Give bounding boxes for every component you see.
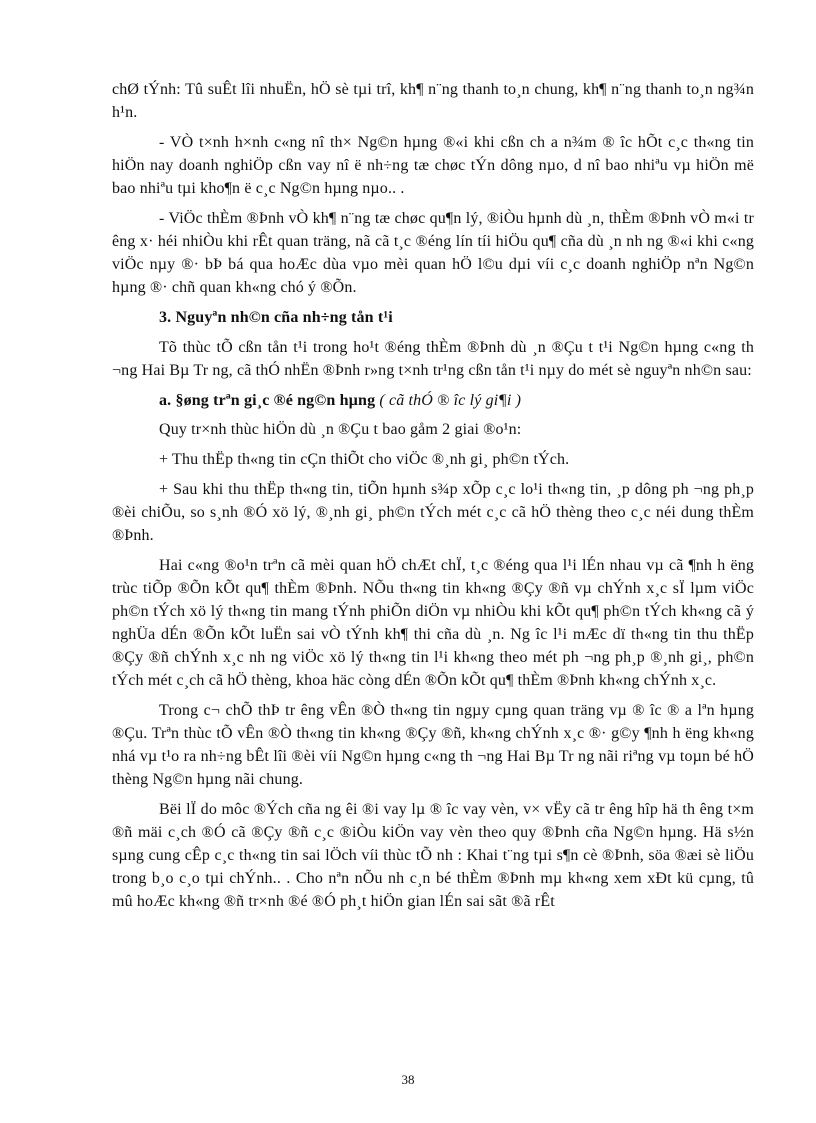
subsection-heading [112, 389, 754, 412]
page-number: 38 [401, 1072, 415, 1087]
paragraph: + Thu thËp th«ng tin cÇn thiÕt cho viÖc ®¸nh gi¸ ph©n tÝch. [159, 451, 570, 468]
subsection-label: a. §øng trªn gi¸c ®é ng©n hµng [159, 392, 376, 409]
paragraph: + Sau khi thu thËp th«ng tin, tiÕn hµnh s¾p xÕp c¸c lo¹i th«ng tin, ¸p dông ph ¬ng ph¸p ®èi chiÕu, so s¸nh ®Ó xö lý, ®¸nh gi¸ ph©n tÝch mét c¸c cã hÖ thèng theo c¸c néi dung thÈm ®Þnh. [112, 481, 754, 544]
paragraph: chØ tÝnh: Tû suÊt lîi nhuËn, hÖ sè tµi trî, kh¶ n¨ng thanh to¸n chung, kh¶ n¨ng thanh to¸n ng¾n h¹n. [112, 81, 754, 121]
section-heading: 3. Nguyªn nh©n cña nh÷ng tån t¹i [159, 309, 393, 326]
document-body [112, 78, 754, 920]
paragraph: - VÒ t×nh h×nh c«ng nî th× Ng©n hµng ®«i khi cßn ch a n¾m ® îc hÕt c¸c th«ng tin hiÖn nay doanh nghiÖp cßn vay nî ë nh÷ng tæ chøc tÝn dông nµo, d nî bao nhiªu vµ hiÖn më bao nhiªu tµi kho¶n ë c¸c Ng©n hµng nµo.. . [112, 134, 754, 197]
paragraph: Tõ thùc tÕ cßn tån t¹i trong ho¹t ®éng thÈm ®Þnh dù ¸n ®Çu t t¹i Ng©n hµng c«ng th ¬ng Hai Bµ Tr ng, cã thÓ nhËn ®Þnh r»ng t×nh tr¹ng cßn tån t¹i nµy do mét sè nguyªn nh©n sau: [112, 339, 754, 379]
subsection-note: ( cã thÓ ® îc lý gi¶i ) [379, 392, 522, 409]
paragraph: - ViÖc thÈm ®Þnh vÒ kh¶ n¨ng tæ chøc qu¶n lý, ®iÒu hµnh dù ¸n, thÈm ®Þnh vÒ m«i tr êng x· héi nhiÒu khi rÊt quan träng, nã cã t¸c ®éng lín tíi hiÖu qu¶ cña dù ¸n nh ng ®«i khi c«ng viÖc nµy ®· bÞ bá qua hoÆc dùa vµo mèi quan hÖ l©u dµi víi c¸c doanh nghiÖp nªn Ng©n hµng ®· chñ quan kh«ng chó ý ®Õn. [112, 210, 754, 296]
paragraph: Bëi lÏ do môc ®Ých cña ng êi ®i vay lµ ® îc vay vèn, v× vËy cã tr êng hîp hä th êng t×m ®ñ mäi c¸ch ®Ó cã ®Çy ®ñ c¸c ®iÒu kiÖn vay vèn theo quy ®Þnh cña Ng©n hµng. Hä s½n sµng cung cÊp c¸c th«ng tin sai lÖch víi thùc tÕ nh : Khai t¨ng tµi s¶n cè ®Þnh, söa ®æi sè liÖu trong b¸o c¸o tµi chÝnh.. . Cho nªn nÕu nh c¸n bé thÈm ®Þnh mµ kh«ng xem xÐt kü cµng, tû mû hoÆc kh«ng ®ñ tr×nh ®é ®Ó ph¸t hiÖn gian lÉn sai sãt ®ã rÊt [112, 801, 754, 910]
paragraph: Hai c«ng ®o¹n trªn cã mèi quan hÖ chÆt chÏ, t¸c ®éng qua l¹i lÉn nhau vµ cã ¶nh h ëng trùc tiÕp ®Õn kÕt qu¶ thÈm ®Þnh. NÕu th«ng tin kh«ng ®Çy ®ñ vµ chÝnh x¸c sÏ lµm viÖc ph©n tÝch xö lý th«ng tin mang tÝnh phiÕn diÖn vµ nhiÒu khi kÕt qu¶ ph©n tÝch kh«ng cã ý nghÜa dÉn ®Õn kÕt luËn sai vÒ tÝnh kh¶ thi cña dù ¸n. Ng îc l¹i mÆc dï th«ng tin thu thËp ®Çy ®ñ chÝnh x¸c nh ng viÖc xö lý th«ng tin l¹i kh«ng theo mét ph ¬ng ph¸p ®¸nh gi¸, ph©n tÝch mét c¸ch cã hÖ thèng, khoa häc còng dÉn ®Õn kÕt qu¶ thÈm ®Þnh kh«ng chÝnh x¸c. [112, 557, 754, 689]
paragraph: Trong c¬ chÕ thÞ tr êng vÊn ®Ò th«ng tin ngµy cµng quan träng vµ ® îc ® a lªn hµng ®Çu. Trªn thùc tÕ vÊn ®Ò th«ng tin kh«ng ®Çy ®ñ, kh«ng chÝnh x¸c ®· g©y ¶nh h ëng kh«ng nhá vµ t¹o ra nh÷ng bÊt lîi ®èi víi Ng©n hµng c«ng th ¬ng Hai Bµ Tr ng nãi riªng vµ toµn bé hÖ thèng Ng©n hµng nãi chung. [112, 702, 754, 788]
paragraph: Quy tr×nh thùc hiÖn dù ¸n ®Çu t bao gåm 2 giai ®o¹n: [159, 421, 522, 438]
